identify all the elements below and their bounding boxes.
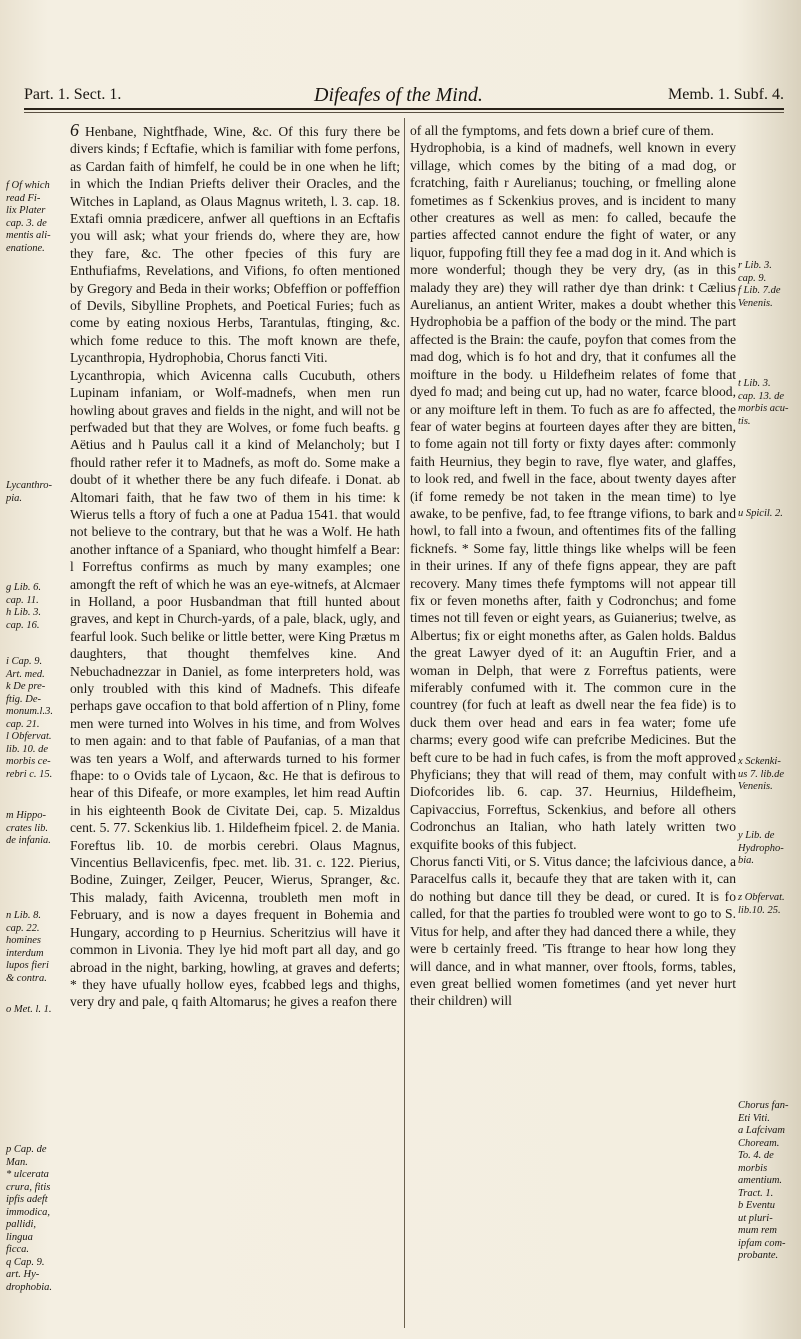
right-note: u Spicil. 2.	[738, 508, 783, 519]
right-note: r Lib. 3. cap. 9. f Lib. 7.de Venenis.	[738, 260, 781, 309]
right-paragraph-1: of all the fymptoms, and fets down a brief cure of them.	[410, 123, 714, 138]
page-folio: 6	[70, 120, 79, 140]
left-paragraph-1	[70, 122, 400, 367]
running-header	[24, 80, 784, 110]
left-text-column	[70, 122, 400, 1322]
right-note: y Lib. de Hydropho- bia.	[738, 830, 784, 866]
left-note: o Met. l. 1.	[6, 1004, 52, 1015]
right-note: x Sckenki- us 7. lib.de Venenis.	[738, 756, 785, 792]
header-rule	[24, 108, 784, 110]
header-part-section: Part. 1. Sect. 1.	[24, 86, 122, 103]
left-note: p Cap. de Man. * ulcerata crura, fitis ipfis adeft immodica, pallidi, lingua ficca. q Cap. 9. art. Hy- drophobia.	[6, 1144, 52, 1293]
right-margin-notes	[738, 120, 794, 1320]
left-paragraph-2: Lycanthropia, which Avicenna calls Cucubuth, others Lupinam infaniam, or Wolf-madnefs, when men run howling about graves and fields in the night, and will not be perfwaded but that they are Wolves, or fome fuch beafts. g Aëtius and h Paulus call it a kind of Melancholy; but I fhould rather refer it to Madnefs, as moft do. Some make a doubt of it whether there be any fuch difeafe. i Donat. ab Altomari faith, that he faw two of them in his time: k Wierus tells a ftory of fuch a one at Padua 1541. that would not believe to the contrary, but that he was a Wolf. He hath another inftance of a Spaniard, who thought himfelf a Bear: l Forreftus confirms as much by many examples; one amongft the reft of which he was an eye-witnefs, at Alcmaer in Holland, a poor Husbandman that ftill hunted about graves, and kept in Church-yards, of a pale, black, ugly, and fearful look. Such belike or little better, were King Prætus m daughters, that thought themfelves kine. And Nebuchadnezzar in Daniel, as fome interpreters hold, was only troubled with this kind of Madnefs. This difeafe perhaps gave occafion to that bold affertion of n Pliny, fome men were turned into Wolves in his time, and from Wolves to men again: and to that fable of Paufanias, of a man that was ten years a Wolf, and afterwards turned to his former fhape: to o Ovids tale of Lycaon, &c. He that is defirous to hear of this Difeafe, or more examples, let him read Auftin in his eighteenth Book de Civitate Dei, cap. 5. Mizaldus cent. 5. 77. Sckenkius lib. 1. Hildefheim fpicel. 2. de Mania. Foreftus lib. 10. de morbis cerebri. Olaus Magnus, Vincentius Bellavicenfis, fpec. met. lib. 31. c. 122. Pierius, Bodine, Zuinger, Zeilger, Peucer, Wierus, Spranger, &c. This malady, faith Avicenna, troubleth men moft in February, and is now a dayes frequent in Bohemia and Hungary, according to p Heurnius. Scheritzius will have it common in Livonia. They lye hid moft part all day, and go abroad in the night, barking, howling, at graves and deferts; * they have ufually hollow eyes, fcabbed legs and thighs, very dry and pale, q faith Altomarus; he gives a reafon there	[70, 367, 400, 1010]
right-paragraph-2: Hydrophobia, is a kind of madnefs, well known in every village, which comes by the biting of a mad dog, or fcratching, faith r Aurelianus; touching, or fmelling alone fometimes as f Sckenkius proves, and is incident to many other creatures as well as men: fo called, becaufe the parties affected cannot endure the fight of water, or any liquor, fuppofing ftill they fee a mad dog in it. And which is more wonderful; though they be very dry, (as in this malady they are) they will rather dye than drink: t Cælius Aurelianus, an antient Writer, makes a doubt whether this Hydrophobia be a paffion of the body or the mind. The part affected is the Brain: the caufe, poyfon that comes from the mad dog, which is fo hot and dry, that it confumes all the moifture in the body. u Hildefheim relates of fome that dyed fo mad; and being cut up, had no water, fcarce blood, or any moifture left in them. To fuch as are fo affected, the fear of water begins at fourteen dayes after they are bitten, to fome again not till forty or fixty dayes after: commonly faith Heurnius, they begin to rave, flye water, and glaffes, to look red, and fwell in the face, about twenty dayes after (if fome remedy be not taken in the mean time) to lye awake, to be penfive, fad, to fee ftrange vifions, to bark and howl, to fall into a fwoun, and oftentimes fits of the falling ficknefs. * Some fay, little things like whelps will be feen in their urines. If any of thefe figns appear, they are paft recovery. Many times thefe fymptoms will not appear till fix or feven moneths after, faith y Codronchus; and fome times not till feven or eight years, as Guianerius; twelve, as Albertus; fix or eight moneths after, as Galen holds. Baldus the great Lawyer dyed of it: an Auguftin Frier, and a woman in Delph, that were z Forreftus patients, were miferably confumed with it. The common cure in the countrey (for fuch at leaft as dwell near the fea fide) is to duck them over head and ears in fea water; fome ufe charms; every good wife can prefcribe Medicines. But the beft cure to be had in fuch cafes, is from the moft approved Phyficians; they that will read of them, may confult with Diofcorides lib. 6. cap. 37. Heurnius, Hildefheim, Capivaccius, Forreftus, Sckenkius, and before all others Codronchus an Italian, who hath lately written two exquifite books of this fubject.	[410, 140, 736, 852]
column-divider	[404, 118, 405, 1328]
right-text-column	[410, 122, 736, 1322]
left-margin-notes	[6, 120, 68, 1320]
left-note: i Cap. 9. Art. med. k De pre- ftig. De- monum.l.3. cap. 21. l Obfervat. lib. 10. de morbis ce- rebri c. 15.	[6, 656, 53, 780]
header-member: Memb. 1. Subf. 4.	[668, 86, 784, 103]
right-note: z Obfervat. lib.10. 25.	[738, 892, 785, 916]
header-title: Difeafes of the Mind.	[314, 84, 483, 106]
left-note: Lycanthro- pia.	[6, 480, 52, 504]
right-note: Chorus fan- Eti Viti. a Lafcivam Choream. To. 4. de morbis amentium. Tract. 1. b Eventu ut pluri- mum rem ipfam com- probante.	[738, 1100, 789, 1261]
header-rule-thin	[24, 112, 784, 113]
left-paragraph-1-text: Henbane, Nightfhade, Wine, &c. Of this fury there be divers kinds; f Ecftafie, which is familiar with fome perfons, as Cardan faith of himfelf, he could be in one when he lift; in which the Indian Priefts deliver their Oracles, and the Witches in Lapland, as Olaus Magnus writeth, l. 3. cap. 18. Extafi omnia prædicere, anfwer all queftions in an Ecftafis you will ask; what your friends do, where they are, how they fare, &c. The other fpecies of this fury are Enthufiafms, Revelations, and Vifions, fo often mentioned by Gregory and Beda in their works; Obfeffion or poffeffion of Devils, Sibylline Prophets, and Poetical Furies; fuch as come by eating noxious Herbs, Tarantulas, ftinging, &c. which fome reduce to this. The moft known are thefe, Lycanthropia, Hydrophobia, Chorus fancti Viti.	[70, 124, 400, 366]
right-note: t Lib. 3. cap. 13. de morbis acu- tis.	[738, 378, 789, 427]
left-note: f Of which read Fi- lix Plater cap. 3. de mentis ali- enatione.	[6, 180, 51, 254]
left-note: m Hippo- crates lib. de infania.	[6, 810, 51, 846]
left-note: g Lib. 6. cap. 11. h Lib. 3. cap. 16.	[6, 582, 42, 631]
left-note: n Lib. 8. cap. 22. homines interdum lupos fieri & contra.	[6, 910, 49, 984]
right-paragraph-3: Chorus fancti Viti, or S. Vitus dance; the lafcivious dance, a Paracelfus calls it, becaufe they that are taken with it, can do nothing but dance till they be dead, or cured. It is fo called, for that the parties fo troubled were wont to go to S. Vitus for help, and after they had danced there a while, they were b certainly freed. 'Tis ftrange to hear how long they will dance, and in what manner, over ftools, forms, tables, even great bellied women fometimes (and yet never hurt their children) will	[410, 854, 736, 1009]
